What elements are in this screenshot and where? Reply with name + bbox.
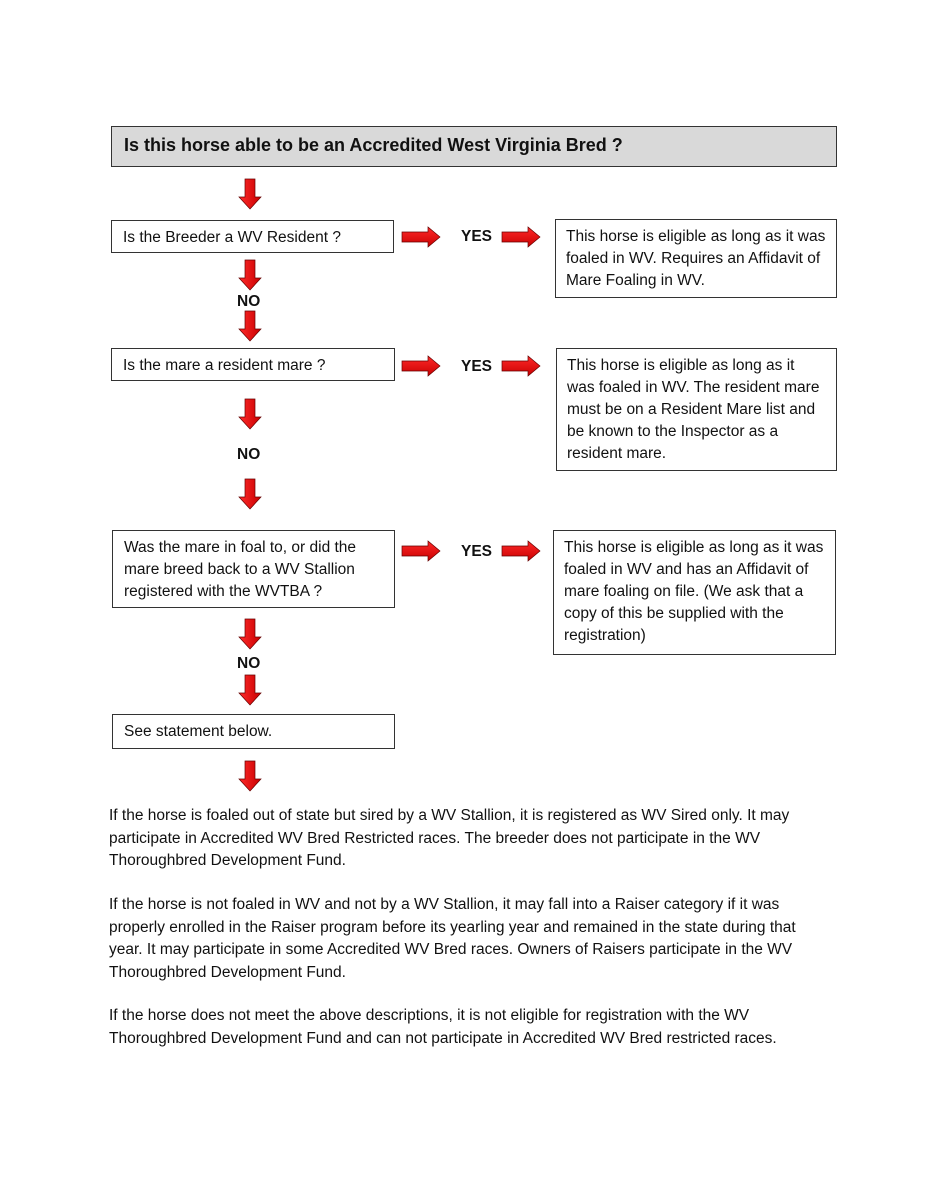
yes-label: YES: [461, 358, 493, 375]
down-arrow-icon: [239, 179, 261, 209]
right-arrow-icon: [502, 356, 540, 376]
outcome-wv-stallion: This horse is eligible as long as it was foaled in WV and has an Affidavit of mare foaling on file. (We ask that a copy of this be supplied with the registration): [553, 530, 836, 655]
yes-label: YES: [461, 543, 493, 560]
statement-not-eligible: If the horse does not meet the above descriptions, it is not eligible for registration with the WV Thoroughbred Development Fund and can not participate in Accredited WV Bred restricted races.: [109, 1007, 777, 1047]
no-label: NO: [237, 293, 261, 310]
outcome-breeder-resident: This horse is eligible as long as it was foaled in WV. Requires an Affidavit of Mare Foaling in WV.: [555, 219, 837, 298]
flowchart-title: Is this horse able to be an Accredited West Virginia Bred ?: [111, 126, 837, 167]
final-step-box: See statement below.: [112, 714, 395, 749]
right-arrow-icon: [402, 541, 440, 561]
down-arrow-icon: [239, 311, 261, 341]
right-arrow-icon: [402, 356, 440, 376]
question-resident-mare: Is the mare a resident mare ?: [111, 348, 395, 381]
right-arrow-icon: [402, 227, 440, 247]
question-breeder-resident: Is the Breeder a WV Resident ?: [111, 220, 394, 253]
right-arrow-icon: [502, 227, 540, 247]
right-arrow-icon: [502, 541, 540, 561]
down-arrow-icon: [239, 399, 261, 429]
statement-wv-sired: If the horse is foaled out of state but sired by a WV Stallion, it is registered as WV Sired only. It may participate in Accredited WV Bred Restricted races. The breeder does not participate in the WV Thoroughbred Development Fund.: [109, 807, 790, 869]
no-label: NO: [237, 655, 261, 672]
no-label: NO: [237, 446, 261, 463]
outcome-resident-mare: This horse is eligible as long as it was foaled in WV. The resident mare must be on a Resident Mare list and be known to the Inspector as a resident mare.: [556, 348, 837, 471]
question-wv-stallion: Was the mare in foal to, or did the mare breed back to a WV Stallion registered with the WVTBA ?: [112, 530, 395, 608]
down-arrow-icon: [239, 260, 261, 290]
statement-raiser: If the horse is not foaled in WV and not by a WV Stallion, it may fall into a Raiser category if it was properly enrolled in the Raiser program before its yearling year and remained in the state during that year. It may participate in some Accredited WV Bred races. Owners of Raisers participate in the WV Thoroughbred Development Fund.: [109, 896, 796, 981]
yes-label: YES: [461, 228, 493, 245]
down-arrow-icon: [239, 761, 261, 791]
down-arrow-icon: [239, 619, 261, 649]
down-arrow-icon: [239, 675, 261, 705]
down-arrow-icon: [239, 479, 261, 509]
